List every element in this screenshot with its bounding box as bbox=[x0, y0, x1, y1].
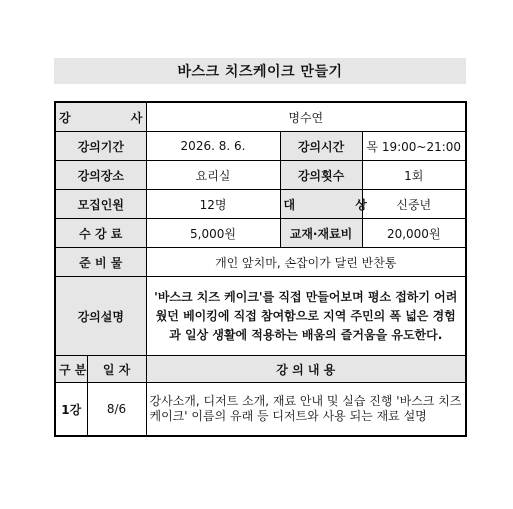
period-time-row bbox=[55, 132, 466, 161]
instructor-row bbox=[55, 102, 466, 132]
place-sessions-row bbox=[55, 161, 466, 190]
page-title: 바스크 치즈케이크 만들기 bbox=[54, 58, 466, 84]
sessions-value: 1회 bbox=[362, 161, 466, 190]
material-fee-label: 교재·재료비 bbox=[280, 219, 362, 248]
target-label: 대 상 bbox=[280, 190, 362, 219]
schedule-session: 1강 bbox=[55, 383, 87, 437]
fee-label: 수 강 료 bbox=[55, 219, 146, 248]
course-info-table bbox=[54, 101, 467, 437]
target-value: 신중년 bbox=[362, 190, 466, 219]
instructor-label: 강 사 bbox=[55, 102, 146, 132]
schedule-row bbox=[55, 383, 466, 437]
schedule-header-row bbox=[55, 356, 466, 383]
time-label: 강의시간 bbox=[280, 132, 362, 161]
schedule-date-header: 일 자 bbox=[87, 356, 146, 383]
material-fee-value: 20,000원 bbox=[362, 219, 466, 248]
capacity-label: 모집인원 bbox=[55, 190, 146, 219]
description-row bbox=[55, 277, 466, 356]
schedule-date: 8/6 bbox=[87, 383, 146, 437]
description-label: 강의설명 bbox=[55, 277, 146, 356]
capacity-target-row bbox=[55, 190, 466, 219]
fee-value: 5,000원 bbox=[146, 219, 280, 248]
place-value: 요리실 bbox=[146, 161, 280, 190]
period-value: 2026. 8. 6. bbox=[146, 132, 280, 161]
period-label: 강의기간 bbox=[55, 132, 146, 161]
schedule-content: 강사소개, 디저트 소개, 재료 안내 및 실습 진행 '바스크 치즈 케이크' 이름의 유래 등 디저트와 사용 되는 재료 설명 bbox=[146, 383, 466, 437]
description-value: '바스크 치즈 케이크'를 직접 만들어보며 평소 접하기 어려웠던 베이킹에 직접 참여함으로 지역 주민의 폭 넓은 경험과 일상 생활에 적용하는 배움의 즐거움을 유도한다. bbox=[146, 277, 466, 356]
sessions-label: 강의횟수 bbox=[280, 161, 362, 190]
time-value: 목 19:00~21:00 bbox=[362, 132, 466, 161]
place-label: 강의장소 bbox=[55, 161, 146, 190]
schedule-session-header: 구 분 bbox=[55, 356, 87, 383]
fee-row bbox=[55, 219, 466, 248]
schedule-content-header: 강 의 내 용 bbox=[146, 356, 466, 383]
instructor-value: 명수연 bbox=[146, 102, 466, 132]
supplies-label: 준 비 물 bbox=[55, 248, 146, 277]
supplies-row bbox=[55, 248, 466, 277]
capacity-value: 12명 bbox=[146, 190, 280, 219]
supplies-value: 개인 앞치마, 손잡이가 달린 반찬통 bbox=[146, 248, 466, 277]
